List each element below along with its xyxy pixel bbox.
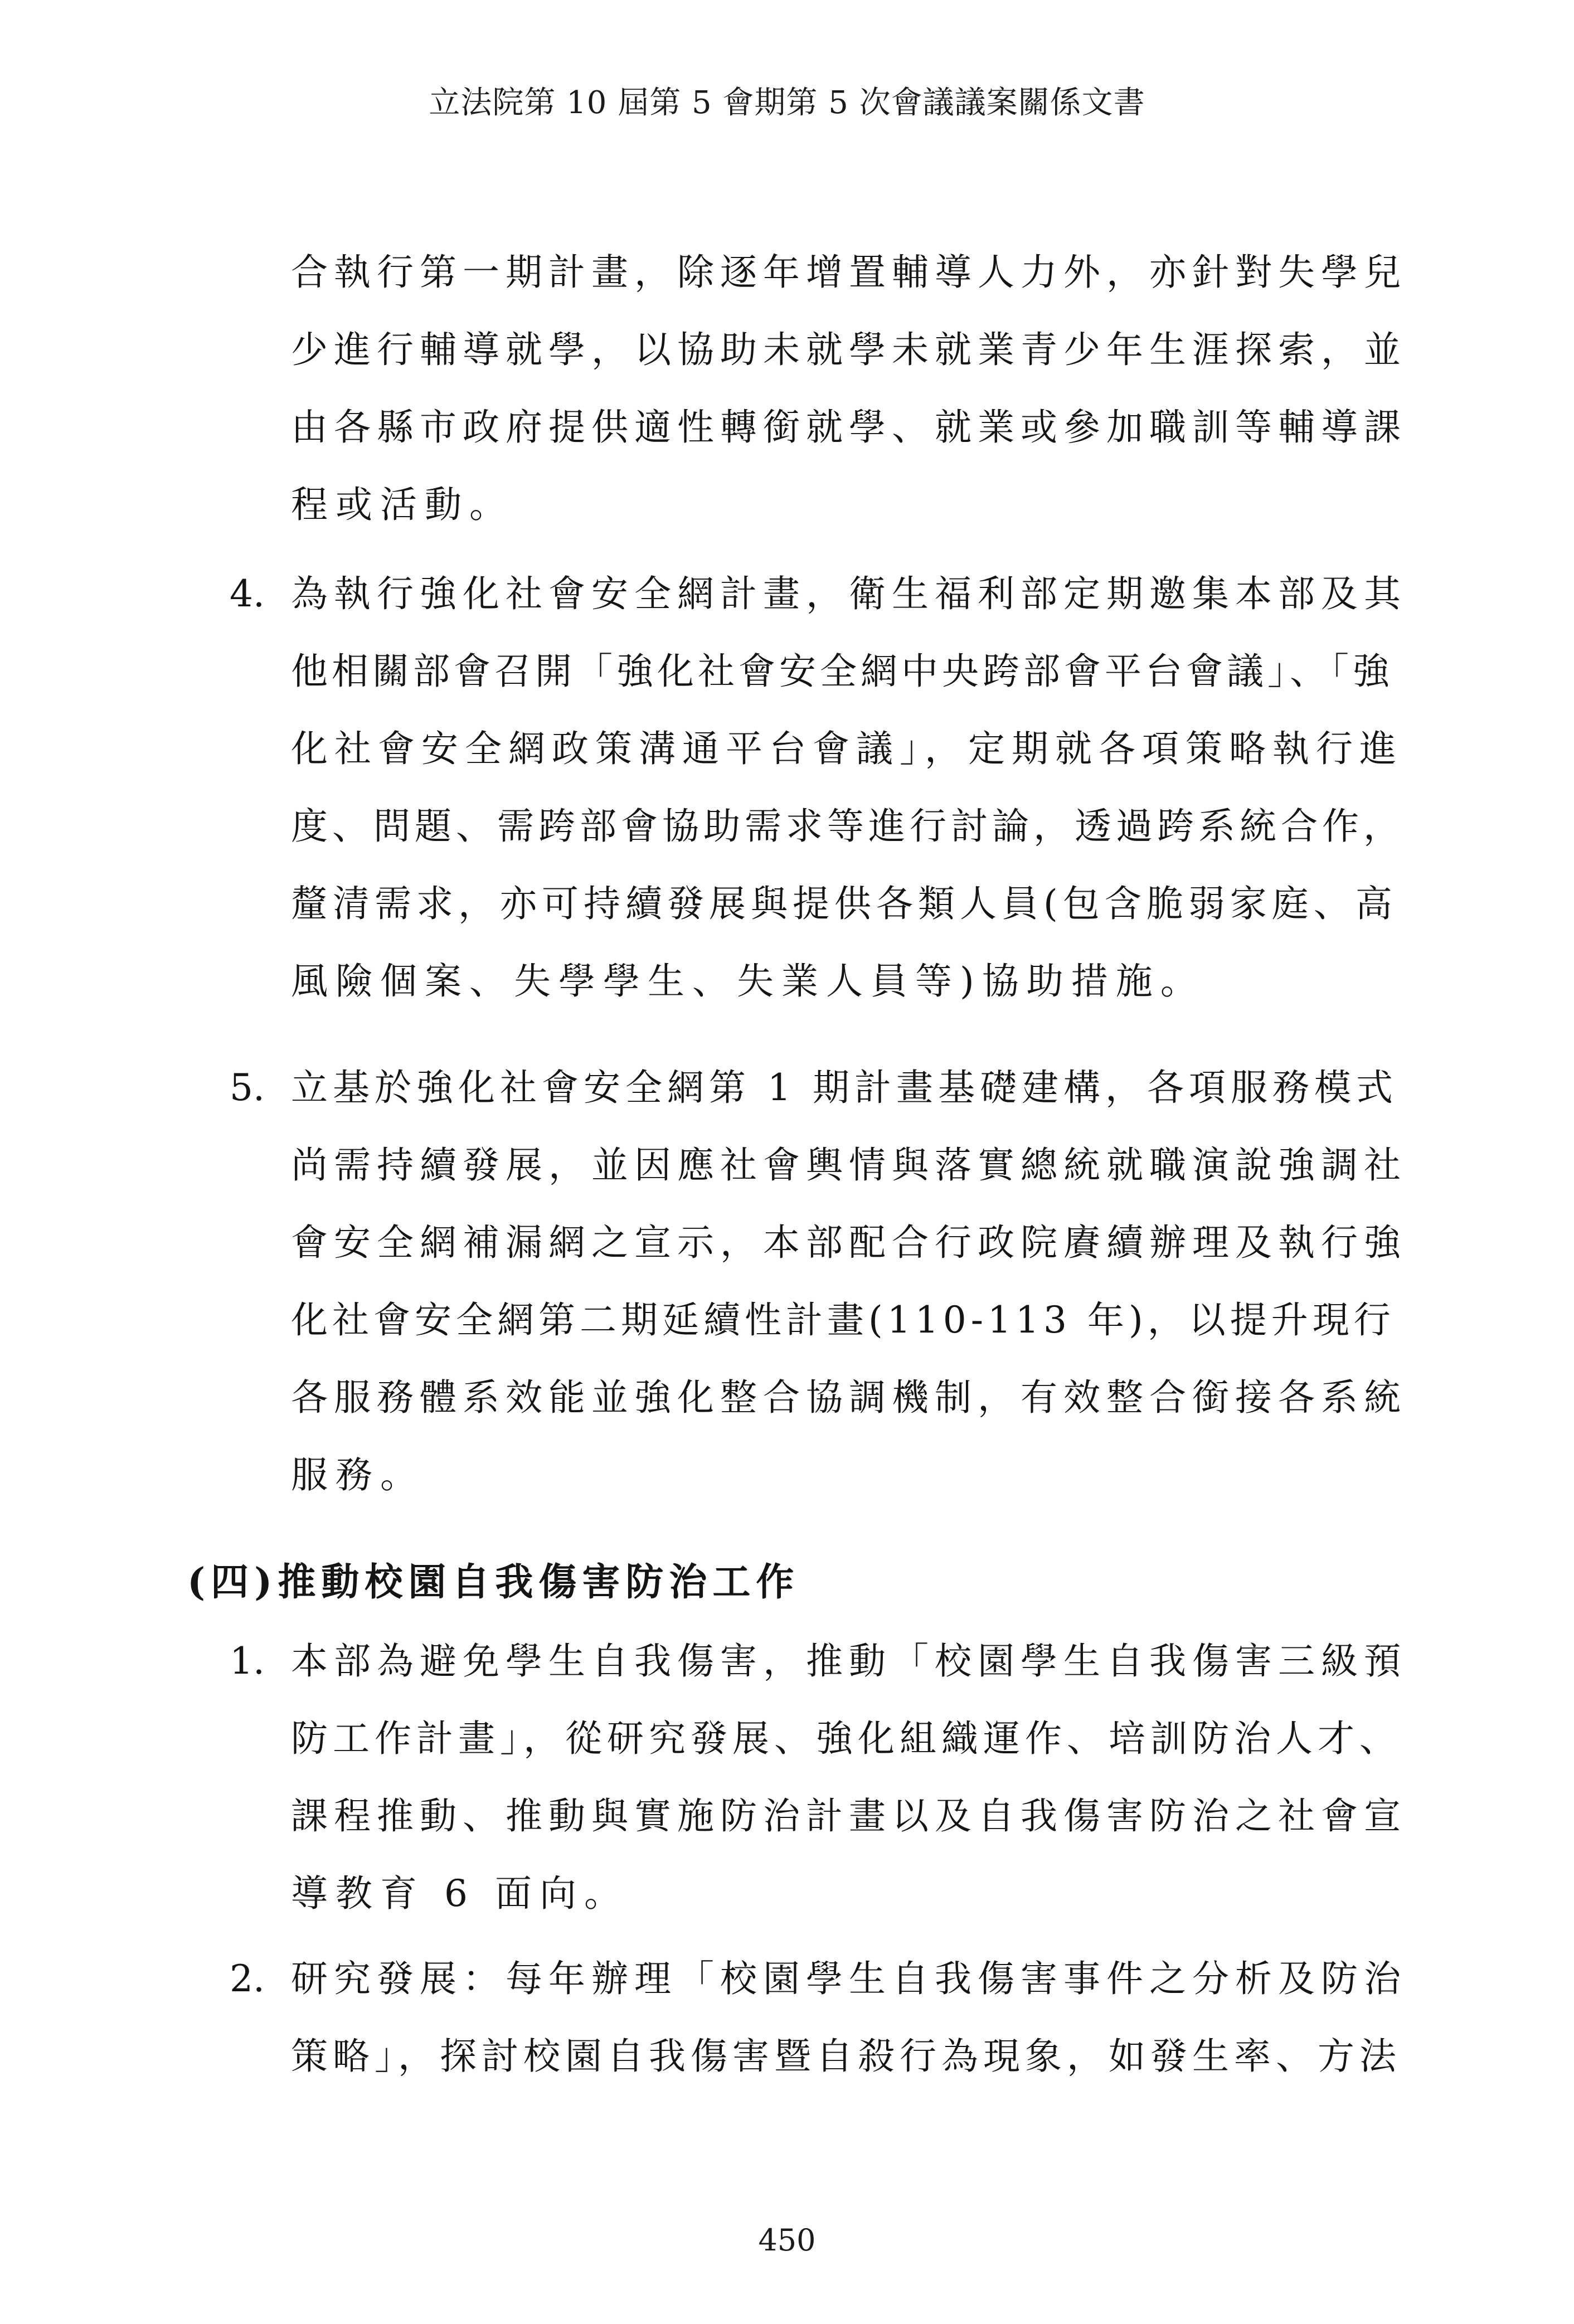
text-line: 尚需持續發展，並因應社會輿情與落實總統就職演說強調社 xyxy=(291,1144,1407,1187)
list-item-number: 2. xyxy=(230,1957,265,2000)
text-line: 策略」，探討校園自我傷害暨自殺行為現象，如發生率、方法 xyxy=(291,2035,1401,2078)
text-line: 合執行第一期計畫，除逐年增置輔導人力外，亦針對失學兒 xyxy=(291,251,1407,294)
text-line: 釐清需求，亦可持續發展與提供各類人員(包含脆弱家庭、高 xyxy=(291,882,1397,925)
list-item-number: 1. xyxy=(230,1640,265,1683)
text-line: 會安全網補漏網之宣示，本部配合行政院賡續辦理及執行強 xyxy=(291,1221,1407,1264)
text-line: 研究發展：每年辦理「校園學生自我傷害事件之分析及防治 xyxy=(291,1957,1407,2000)
text-line: 立基於強化社會安全網第 1 期計畫基礎建構，各項服務模式 xyxy=(291,1066,1398,1109)
text-line: 服務。 xyxy=(291,1453,425,1496)
text-line: 風險個案、失學學生、失業人員等)協助措施。 xyxy=(291,960,1205,1003)
list-item-number: 4. xyxy=(230,572,265,615)
text-line: 各服務體系效能並強化整合協調機制，有效整合銜接各系統 xyxy=(291,1376,1407,1419)
text-line: 由各縣市政府提供適性轉銜就學、就業或參加職訓等輔導課 xyxy=(291,406,1407,449)
text-line: 程或活動。 xyxy=(291,483,514,526)
text-line: 防工作計畫」，從研究發展、強化組織運作、培訓防治人才、 xyxy=(291,1717,1401,1760)
text-line: 度、問題、需跨部會協助需求等進行討論，透過跨系統合作， xyxy=(291,805,1405,848)
list-item-number: 5. xyxy=(230,1066,265,1109)
text-line: 為執行強化社會安全網計畫，衛生福利部定期邀集本部及其 xyxy=(291,572,1407,615)
text-line: 化社會安全網政策溝通平台會議」，定期就各項策略執行進 xyxy=(291,727,1403,770)
text-line: 課程推動、推動與實施防治計畫以及自我傷害防治之社會宣 xyxy=(291,1795,1407,1837)
page-number: 450 xyxy=(758,2223,816,2258)
document-header: 立法院第 10 屆第 5 會期第 5 次會議議案關係文書 xyxy=(429,85,1145,121)
text-line: 他相關部會召開「強化社會安全網中央跨部會平台會議」、「強 xyxy=(291,650,1393,693)
text-line: 導教育 6 面向。 xyxy=(291,1872,629,1915)
text-line: 本部為避免學生自我傷害，推動「校園學生自我傷害三級預 xyxy=(291,1640,1407,1683)
text-line: 少進行輔導就學，以協助未就學未就業青少年生涯探索，並 xyxy=(291,328,1407,371)
text-line: 化社會安全網第二期延續性計畫(110-113 年)，以提升現行 xyxy=(291,1299,1395,1341)
section-heading: (四)推動校園自我傷害防治工作 xyxy=(187,1560,800,1605)
